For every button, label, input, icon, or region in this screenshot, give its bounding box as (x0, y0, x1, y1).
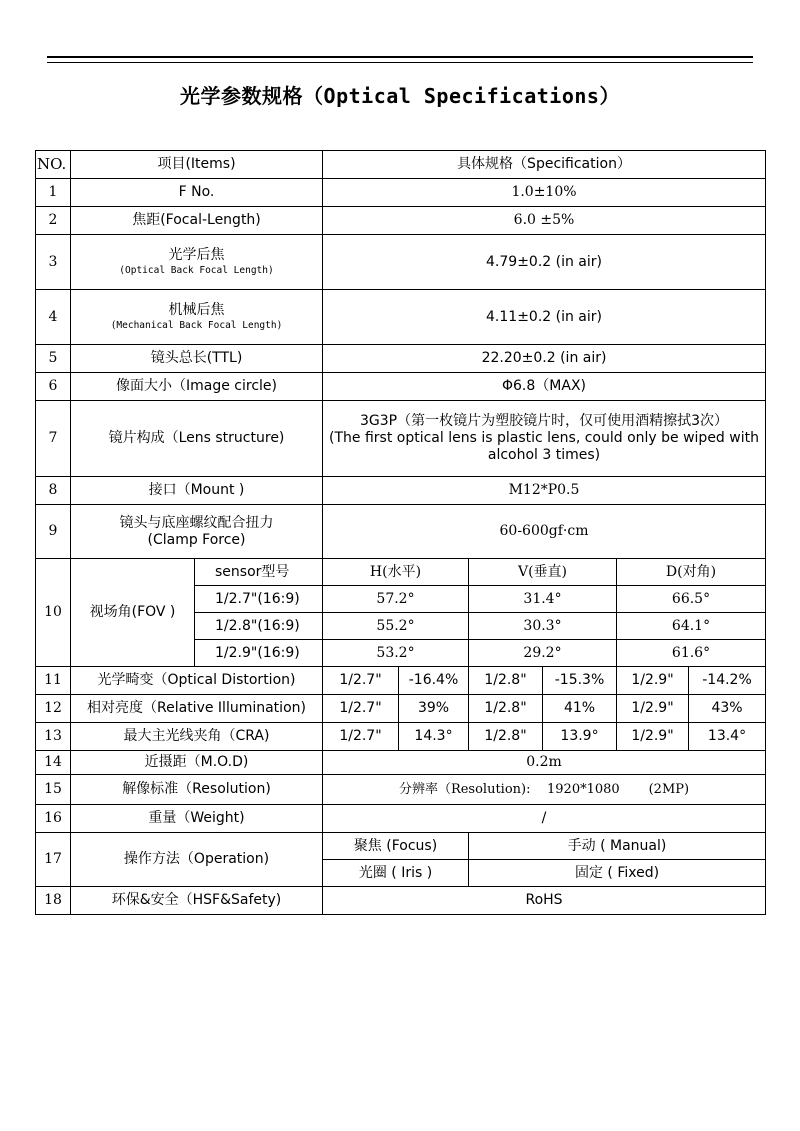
row-item: 近摄距（M.O.D) (71, 751, 323, 775)
row-spec-line1: 3G3P（第一枚镜片为塑胶镜片时，仅可使用酒精擦拭3次） (360, 413, 729, 429)
fov-v: 31.4° (469, 586, 617, 613)
sensor-value: -16.4% (399, 667, 469, 695)
fov-label: 视场角(FOV ) (71, 559, 195, 667)
row-no: 2 (36, 207, 71, 235)
fov-col-d: D(对角) (617, 559, 766, 586)
table-row (36, 887, 766, 915)
fov-d: 66.5° (617, 586, 766, 613)
row-no: 10 (36, 559, 71, 667)
sensor-size: 1/2.8" (469, 695, 543, 723)
table-row (36, 290, 766, 345)
fov-v: 30.3° (469, 613, 617, 640)
header-items: 项目(Items) (71, 151, 323, 179)
table-row (36, 401, 766, 477)
table-row (36, 805, 766, 833)
row-item: 相对亮度（Relative Illumination) (71, 695, 323, 723)
header-spec: 具体规格（Specification） (323, 151, 766, 179)
row-spec: 4.79±0.2 (in air) (323, 235, 766, 290)
row-item-cell (71, 505, 323, 559)
row-spec-cell (323, 401, 766, 477)
sensor-size: 1/2.8" (469, 667, 543, 695)
table-row (36, 695, 766, 723)
sensor-size: 1/2.9" (617, 695, 689, 723)
row-spec: 分辨率（Resolution): 1920*1080 (2MP) (323, 775, 766, 805)
table-row (36, 345, 766, 373)
fov-h: 53.2° (323, 640, 469, 667)
row-no: 12 (36, 695, 71, 723)
sensor-value: 13.9° (543, 723, 617, 751)
sensor-size: 1/2.7" (323, 667, 399, 695)
row-item: 镜片构成（Lens structure) (71, 401, 323, 477)
focus-label: 聚焦 (Focus) (323, 833, 469, 860)
row-item: 最大主光线夹角（CRA) (71, 723, 323, 751)
top-rule-thick (47, 56, 753, 58)
row-no: 6 (36, 373, 71, 401)
row-item: 接口（Mount ) (71, 477, 323, 505)
row-no: 17 (36, 833, 71, 887)
fov-v: 29.2° (469, 640, 617, 667)
table-row (36, 235, 766, 290)
sensor-value: -15.3% (543, 667, 617, 695)
row-item: 焦距(Focal-Length) (71, 207, 323, 235)
fov-col-sensor: sensor型号 (195, 559, 323, 586)
row-spec: 1.0±10% (323, 179, 766, 207)
sensor-value: 43% (689, 695, 766, 723)
row-no: 7 (36, 401, 71, 477)
row-no: 9 (36, 505, 71, 559)
fov-d: 64.1° (617, 613, 766, 640)
fov-col-h: H(水平) (323, 559, 469, 586)
row-no: 1 (36, 179, 71, 207)
row-spec: / (323, 805, 766, 833)
row-spec: Φ6.8（MAX) (323, 373, 766, 401)
sensor-value: 13.4° (689, 723, 766, 751)
table-header-row (36, 151, 766, 179)
table-row (36, 477, 766, 505)
row-item-sub: (Optical Back Focal Length) (119, 265, 274, 276)
row-no: 15 (36, 775, 71, 805)
header-no: NO. (36, 151, 71, 179)
row-item: 光学畸变（Optical Distortion) (71, 667, 323, 695)
row-item: 像面大小（Image circle) (71, 373, 323, 401)
row-item: 机械后焦 (168, 302, 225, 318)
top-rule-thin (47, 62, 753, 63)
table-row (36, 179, 766, 207)
row-spec: 22.20±0.2 (in air) (323, 345, 766, 373)
table-row (36, 775, 766, 805)
row-no: 11 (36, 667, 71, 695)
row-spec-line2: (The first optical lens is plastic lens, could only be wiped with alcohol 3 times) (329, 430, 759, 463)
sensor-size: 1/2.9" (617, 667, 689, 695)
spec-table (35, 150, 766, 915)
row-spec: M12*P0.5 (323, 477, 766, 505)
sensor-size: 1/2.9" (617, 723, 689, 751)
row-item: 解像标准（Resolution) (71, 775, 323, 805)
row-no: 5 (36, 345, 71, 373)
table-row (36, 207, 766, 235)
sensor-value: 39% (399, 695, 469, 723)
iris-value: 固定 ( Fixed) (469, 860, 766, 887)
row-spec: 4.11±0.2 (in air) (323, 290, 766, 345)
row-no: 8 (36, 477, 71, 505)
row-item-cell (71, 235, 323, 290)
fov-col-v: V(垂直) (469, 559, 617, 586)
row-item: F No. (71, 179, 323, 207)
sensor-value: 41% (543, 695, 617, 723)
sensor-size: 1/2.7" (323, 723, 399, 751)
fov-sensor: 1/2.7"(16:9) (195, 586, 323, 613)
row-item-sub: (Clamp Force) (147, 531, 246, 548)
table-row (36, 373, 766, 401)
row-item-cell (71, 290, 323, 345)
row-spec: RoHS (323, 887, 766, 915)
row-no: 18 (36, 887, 71, 915)
row-spec: 6.0 ±5% (323, 207, 766, 235)
fov-header-row (36, 559, 766, 586)
table-row (36, 833, 766, 860)
fov-sensor: 1/2.9"(16:9) (195, 640, 323, 667)
row-no: 14 (36, 751, 71, 775)
fov-sensor: 1/2.8"(16:9) (195, 613, 323, 640)
fov-h: 55.2° (323, 613, 469, 640)
row-item: 光学后焦 (168, 247, 225, 263)
page-title: 光学参数规格（Optical Specifications） (180, 84, 620, 108)
row-item-sub: (Mechanical Back Focal Length) (110, 320, 283, 331)
focus-value: 手动 ( Manual) (469, 833, 766, 860)
row-spec: 0.2m (323, 751, 766, 775)
row-no: 4 (36, 290, 71, 345)
row-no: 16 (36, 805, 71, 833)
fov-d: 61.6° (617, 640, 766, 667)
row-no: 13 (36, 723, 71, 751)
table-row (36, 505, 766, 559)
row-item: 操作方法（Operation) (71, 833, 323, 887)
fov-h: 57.2° (323, 586, 469, 613)
sensor-value: -14.2% (689, 667, 766, 695)
row-item: 环保&安全（HSF&Safety) (71, 887, 323, 915)
iris-label: 光圈 ( Iris ) (323, 860, 469, 887)
table-row (36, 723, 766, 751)
sensor-value: 14.3° (399, 723, 469, 751)
row-item: 镜头与底座螺纹配合扭力 (119, 514, 274, 531)
row-item: 重量（Weight) (71, 805, 323, 833)
table-row (36, 751, 766, 775)
table-row (36, 667, 766, 695)
row-item: 镜头总长(TTL) (71, 345, 323, 373)
row-spec: 60-600gf·cm (323, 505, 766, 559)
sensor-size: 1/2.8" (469, 723, 543, 751)
row-no: 3 (36, 235, 71, 290)
sensor-size: 1/2.7" (323, 695, 399, 723)
